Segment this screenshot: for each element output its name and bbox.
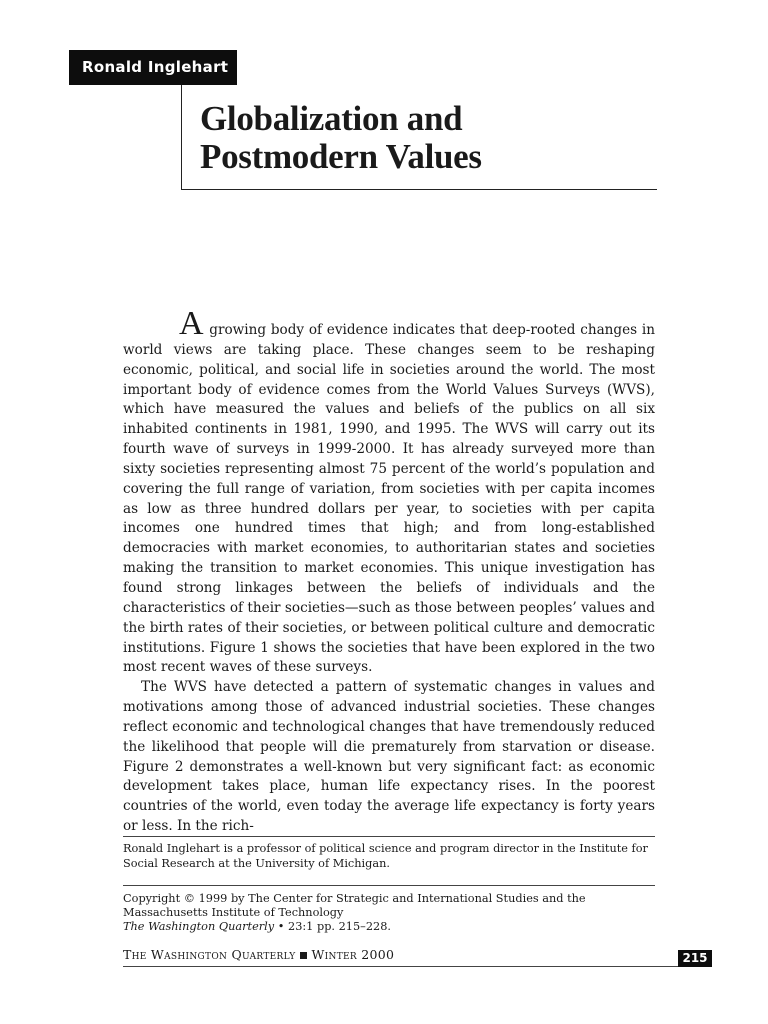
page-number: 215 bbox=[678, 950, 712, 967]
copyright-line-1: Copyright © 1999 by The Center for Strategic and International Studies and the bbox=[123, 892, 586, 905]
footnote-rule bbox=[123, 836, 655, 837]
author-name: Ronald Inglehart bbox=[82, 58, 229, 76]
title-line-1: Globalization and bbox=[200, 99, 463, 138]
paragraph-1 bbox=[123, 305, 655, 678]
paragraph-2: The WVS have detected a pattern of systematic changes in values and motivations among those of advanced industrial societies. These changes reflect economic and technological changes that have tremendously reduced the likelihood that people will die prematurely from starvation or disease. Figure 2 demonstrates a well-known but very significant fact: as economic development takes place, human life expectancy rises. In the poorest countries of the world, even today the average life expectancy is forty years or less. In the rich- bbox=[123, 679, 655, 835]
citation-details: • 23:1 pp. 215–228. bbox=[274, 920, 391, 933]
copyright-block bbox=[123, 892, 655, 934]
footer-rule bbox=[123, 966, 712, 967]
title-vertical-rule bbox=[181, 85, 182, 190]
copyright-line-2: Massachusetts Institute of Technology bbox=[123, 906, 344, 919]
article-title bbox=[200, 100, 650, 176]
footer-journal: The Washington Quarterly bbox=[123, 947, 296, 962]
paragraph-1-text: growing body of evidence indicates that deep-rooted changes in world views are taking place. These changes seem to be reshaping economic, political, and social life in societies around the world. The most important body of evidence comes from the World Values Surveys (WVS), which have measured the values and beliefs of the publics on all six inhabited continents in 1981, 1990, and 1995. The WVS will carry out its fourth wave of surveys in 1999-2000. It has already surveyed more than sixty societies representing almost 75 percent of the world’s population and covering the full range of variation, from societies with per capita incomes as low as three hundred dollars per year, to societies with per capita incomes one hundred times that high; and from long-established democracies with market economies, to authoritarian states and societies making the transition to market economies. This unique investigation has found strong linkages between the beliefs of individuals and the characteristics of their societies—such as those between peoples’ values and the birth rates of their societies, or between political culture and democratic institutions. Figure 1 shows the societies that have been explored in the two most recent waves of these surveys. bbox=[123, 322, 655, 676]
title-horizontal-rule bbox=[181, 189, 657, 190]
citation-line bbox=[123, 920, 655, 934]
copyright-rule bbox=[123, 885, 655, 886]
drop-cap: A bbox=[179, 305, 204, 342]
running-footer bbox=[123, 947, 394, 963]
author-name-banner bbox=[69, 50, 237, 85]
square-bullet-icon bbox=[300, 952, 307, 959]
title-line-2: Postmodern Values bbox=[200, 137, 482, 176]
citation-journal: The Washington Quarterly bbox=[123, 920, 275, 933]
author-footnote: Ronald Inglehart is a professor of political science and program director in the Institute for Social Research at the University of Michigan. bbox=[123, 842, 648, 870]
article-body bbox=[123, 305, 655, 837]
footer-issue: Winter 2000 bbox=[311, 947, 395, 962]
